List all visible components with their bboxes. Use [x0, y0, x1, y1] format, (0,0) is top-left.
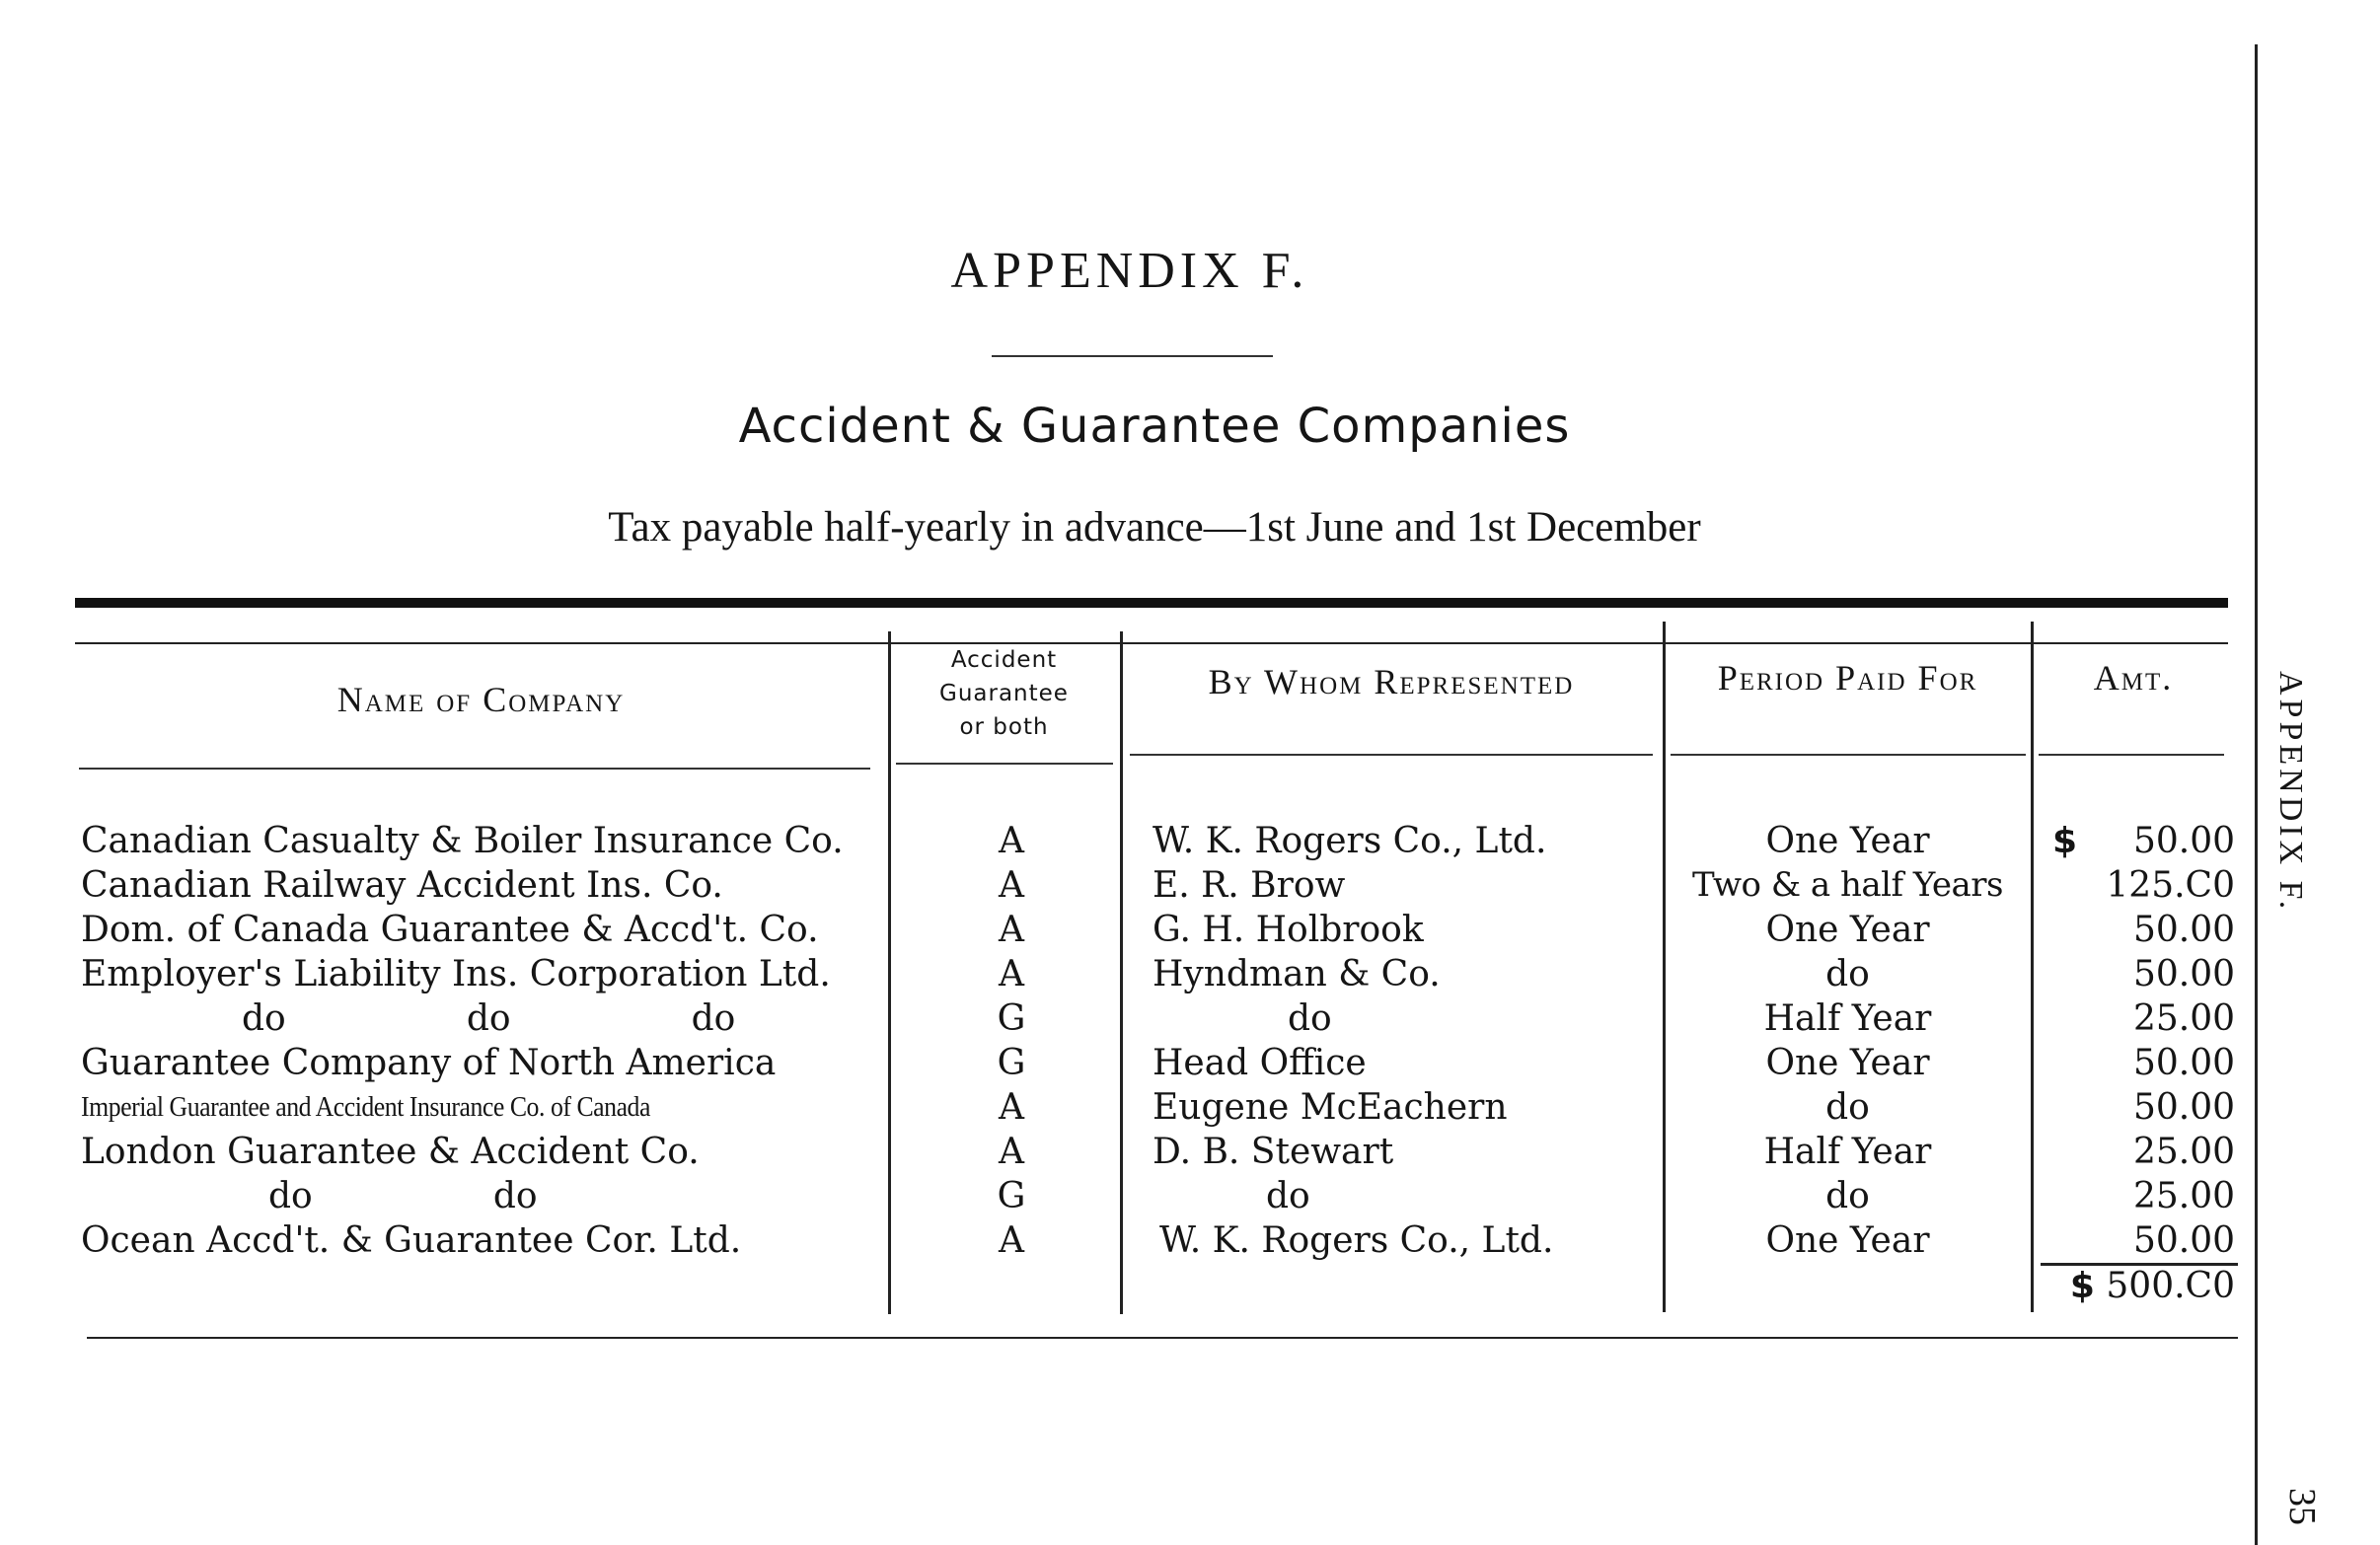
- total-amount: [2043, 1264, 2235, 1308]
- representative: Head Office: [1153, 1043, 1367, 1083]
- company-type: A: [999, 1220, 1024, 1261]
- header-name-of-company: Name of Company: [336, 680, 626, 719]
- representative: W. K. Rogers Co., Ltd.: [1153, 821, 1547, 861]
- amount: 25.00: [2132, 998, 2235, 1039]
- table-top-thick-rule: [75, 598, 2228, 608]
- table-row: [0, 952, 2380, 996]
- period-paid: Two & a half Years: [1691, 865, 2003, 905]
- amount: 50.00: [2132, 1087, 2235, 1128]
- company-name: Dom. of Canada Guarantee & Accd't. Co.: [81, 910, 819, 950]
- table-top-thin-rule: [75, 642, 2228, 644]
- amount: 25.00: [2132, 1176, 2235, 1216]
- table-row: [0, 1041, 2380, 1085]
- header-underline: [79, 768, 870, 770]
- table-row: [0, 1085, 2380, 1130]
- header-by-whom-represented: By Whom Represented: [1208, 662, 1575, 701]
- representative: E. R. Brow: [1153, 865, 1346, 906]
- period-paid: One Year: [1765, 821, 1930, 861]
- amount: 50.00: [2132, 954, 2235, 994]
- table-row: [0, 996, 2380, 1041]
- section-subtitle: Tax payable half-yearly in advance—1st June and 1st December: [608, 504, 1701, 551]
- total-value: 500.C0: [2106, 1266, 2235, 1306]
- header-type-line: Accident: [950, 647, 1058, 673]
- dollar-sign: $: [2069, 1266, 2095, 1306]
- amount: 50.00: [2132, 910, 2235, 950]
- representative: W. K. Rogers Co., Ltd.: [1159, 1220, 1554, 1261]
- table-row: [0, 1130, 2380, 1174]
- company-name: Ocean Accd't. & Guarantee Cor. Ltd.: [81, 1220, 742, 1261]
- period-paid: do: [1825, 1087, 1870, 1128]
- representative: do: [1288, 998, 1332, 1039]
- section-title: Accident & Guarantee Companies: [738, 399, 1571, 454]
- company-name: Canadian Casualty & Boiler Insurance Co.: [81, 821, 844, 861]
- period-paid: do: [1825, 954, 1870, 994]
- representative: Eugene McEachern: [1153, 1087, 1508, 1128]
- amount: 125.C0: [2106, 865, 2235, 906]
- company-type: A: [999, 821, 1024, 861]
- company-name: Canadian Railway Accident Ins. Co.: [81, 865, 723, 906]
- representative: Hyndman & Co.: [1153, 954, 1441, 994]
- header-type: [893, 643, 1115, 744]
- period-paid: do: [1825, 1176, 1870, 1216]
- table-row: [0, 1218, 2380, 1263]
- period-paid: One Year: [1765, 1043, 1930, 1083]
- page-number: 35: [2281, 1488, 2323, 1525]
- period-paid: Half Year: [1763, 998, 1932, 1039]
- company-type: G: [997, 1176, 1026, 1216]
- table-bottom-rule: [87, 1337, 2238, 1339]
- company-type: A: [999, 910, 1024, 950]
- company-name: Imperial Guarantee and Accident Insurance Co. of Canada: [81, 1092, 650, 1123]
- company-name: Guarantee Company of North America: [81, 1043, 777, 1083]
- amount: 50.00: [2132, 1043, 2235, 1083]
- side-running-head: APPENDIX F.: [2272, 671, 2309, 914]
- period-paid: Half Year: [1763, 1132, 1932, 1172]
- period-paid: One Year: [1765, 1220, 1930, 1261]
- header-underline: [2039, 754, 2224, 756]
- header-underline: [1671, 754, 2026, 756]
- company-type: G: [997, 998, 1026, 1039]
- company-type: A: [999, 954, 1024, 994]
- company-name: Employer's Liability Ins. Corporation Ltd.: [81, 954, 831, 994]
- appendix-title: APPENDIX F.: [950, 243, 1309, 299]
- header-type-line: or both: [959, 714, 1049, 740]
- company-name-ditto: do do do: [242, 998, 736, 1039]
- table-row: [0, 1174, 2380, 1218]
- header-underline: [1130, 754, 1653, 756]
- header-underline: [896, 763, 1113, 765]
- header-type-line: Guarantee: [939, 681, 1069, 706]
- table-row: [0, 819, 2380, 863]
- header-amount: Amt.: [2093, 658, 2174, 698]
- company-type: A: [999, 1087, 1024, 1128]
- title-underline: [992, 355, 1273, 357]
- amount: 25.00: [2132, 1132, 2235, 1172]
- period-paid: One Year: [1765, 910, 1930, 950]
- amount: 50.00: [2132, 1220, 2235, 1261]
- representative: G. H. Holbrook: [1153, 910, 1424, 950]
- representative: D. B. Stewart: [1153, 1132, 1394, 1172]
- table-row: [0, 863, 2380, 908]
- representative: do: [1266, 1176, 1310, 1216]
- dollar-sign: $: [2052, 821, 2078, 861]
- header-period-paid-for: Period Paid For: [1717, 658, 1978, 698]
- company-name-ditto: do do: [268, 1176, 538, 1216]
- table-row: [0, 908, 2380, 952]
- amount: 50.00: [2132, 821, 2235, 861]
- company-type: A: [999, 865, 1024, 906]
- company-type: A: [999, 1132, 1024, 1172]
- margin-rule: [2255, 44, 2258, 1545]
- company-type: G: [997, 1043, 1026, 1083]
- company-name: London Guarantee & Accident Co.: [81, 1132, 700, 1172]
